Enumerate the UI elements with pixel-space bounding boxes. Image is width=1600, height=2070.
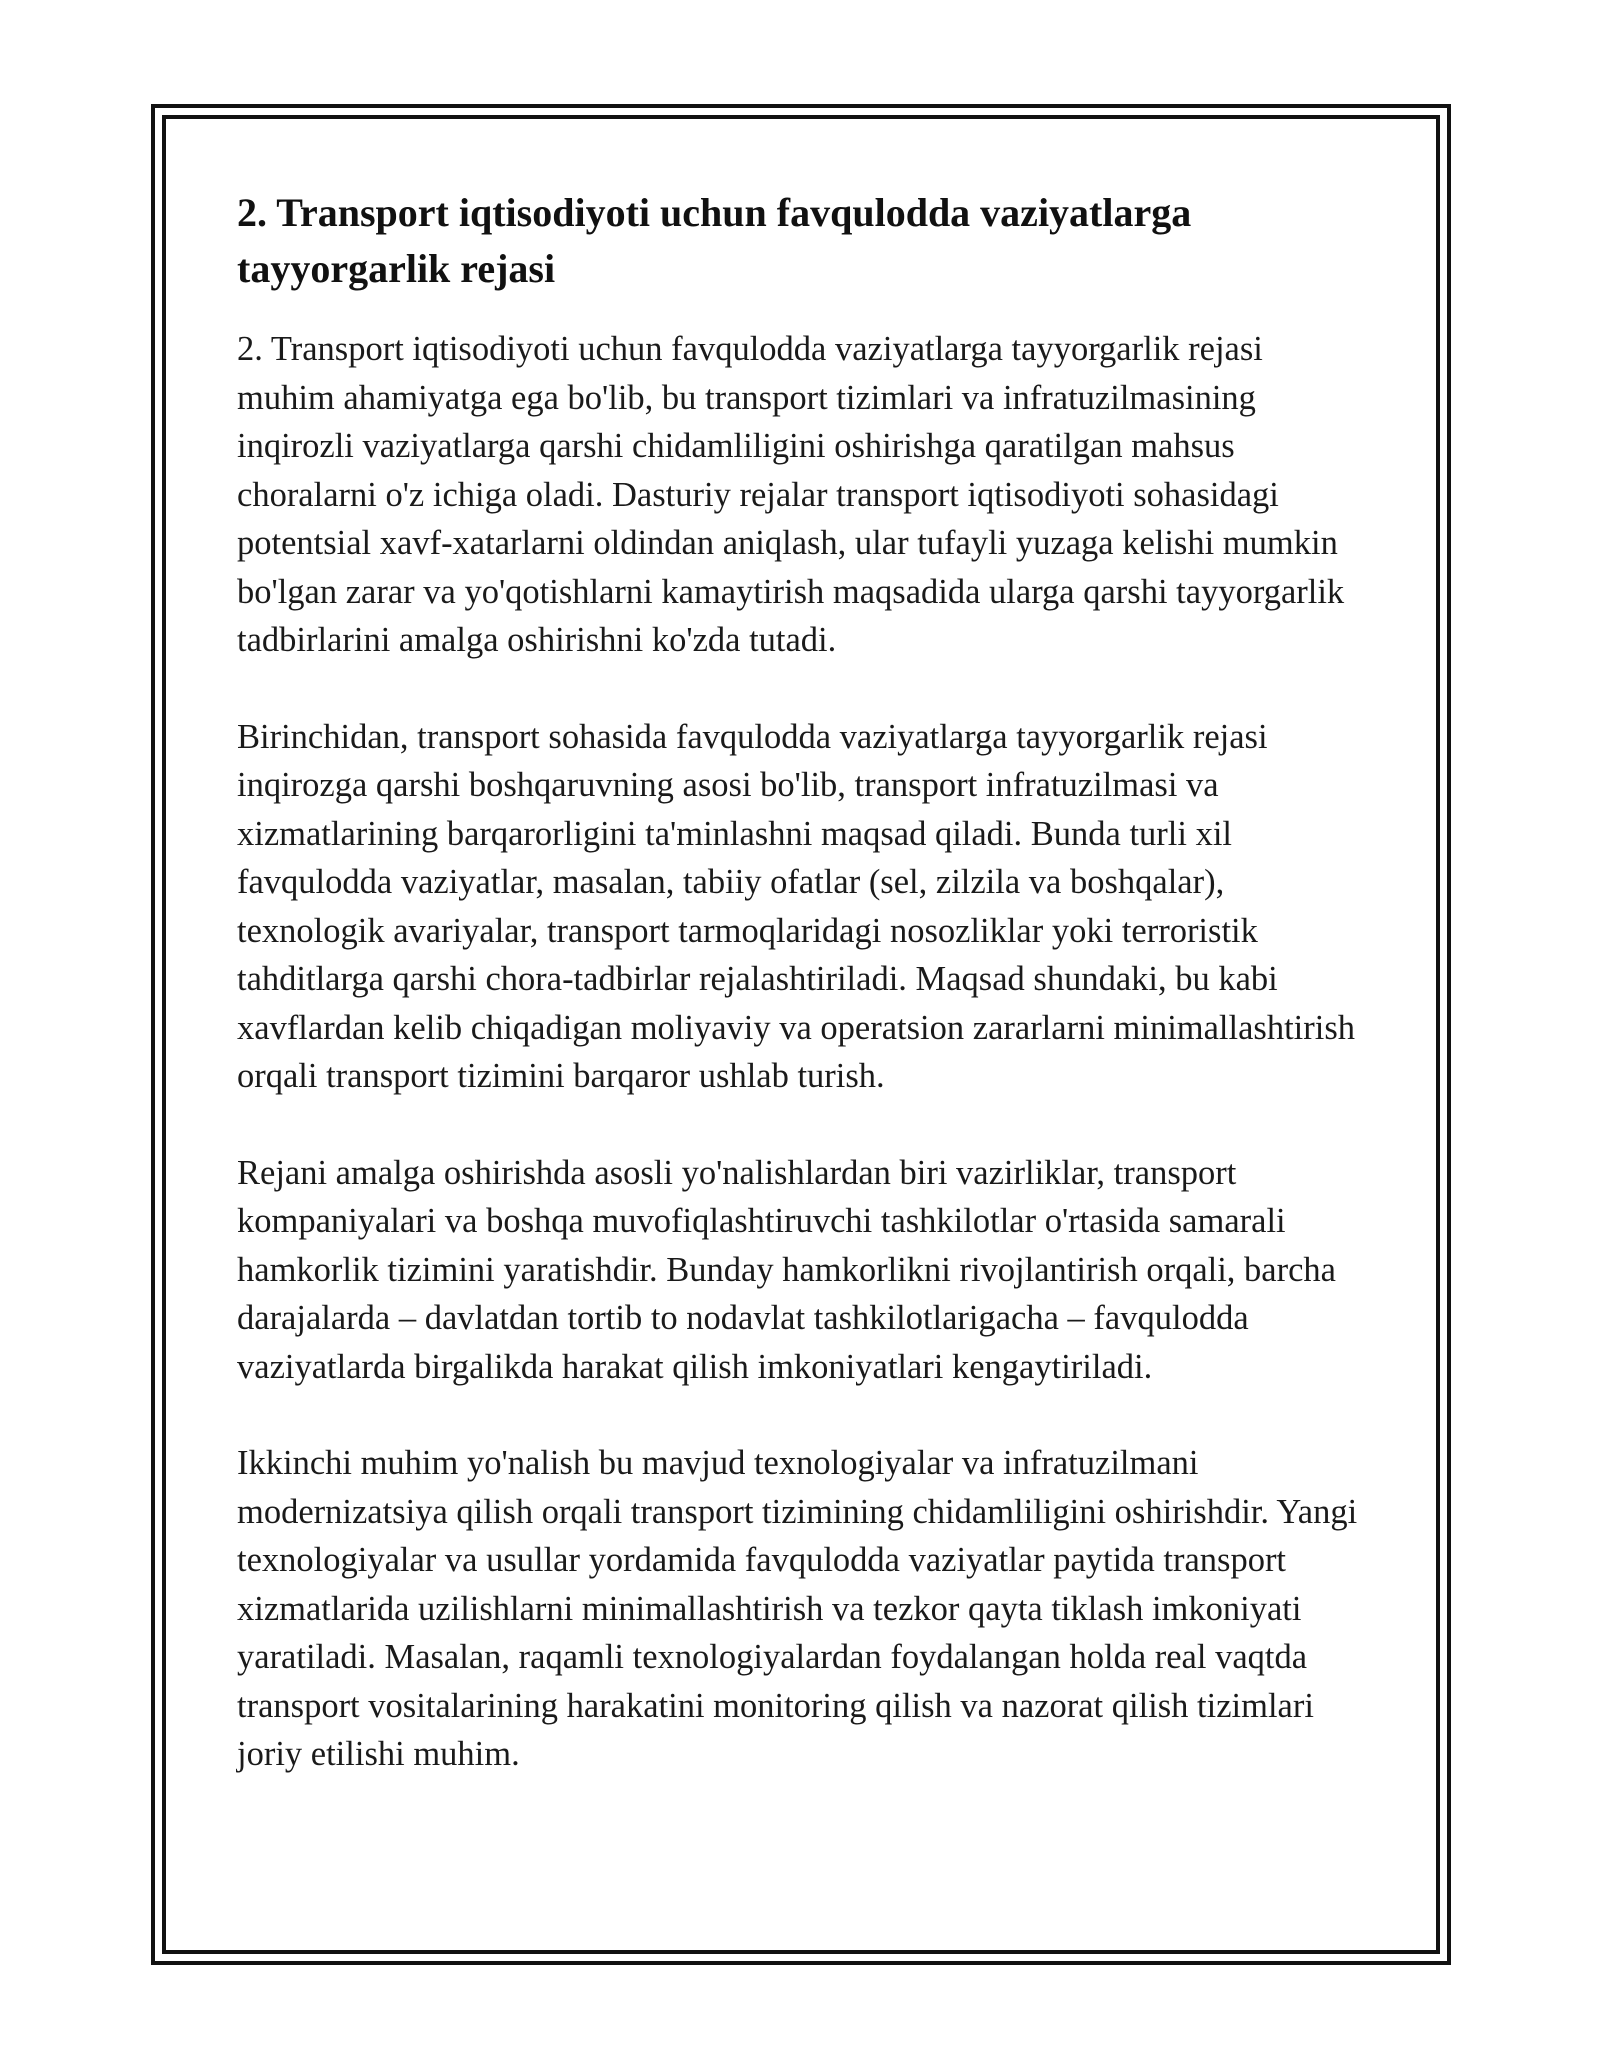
paragraph-cooperation: Rejani amalga oshirishda asosli yo'nalishlardan biri vazirliklar, transport kompaniyalari va boshqa muvofiqlashtiruvchi tashkilotlar o'rtasida samarali hamkorlik tizimini yaratishdir. Bunday hamkorlikni rivojlantirish orqali, barcha darajalarda – davlatdan tortib to nodavlat tashkilotlarigacha – favqulodda vaziyatlarda birgalikda harakat qilish imkoniyatlari kengaytiriladi. xyxy=(237,1153,1336,1386)
paragraph-first-point: Birinchidan, transport sohasida favqulodda vaziyatlarga tayyorgarlik rejasi inqirozga qarshi boshqaruvning asosi bo'lib, transport infratuzilmasi va xizmatlarining barqarorligini ta'minlashni maqsad qiladi. Bunda turli xil favqulodda vaziyatlar, masalan, tabiiy ofatlar (sel, zilzila va boshqalar), texnologik avariyalar, transport tarmoqlaridagi nosozliklar yoki terroristik tahditlarga qarshi chora-tadbirlar rejalashtiriladi. Maqsad shundaki, bu kabi xavflardan kelib chiqadigan moliyaviy va operatsion zararlarni minimallashtirish orqali transport tizimini barqaror ushlab turish. xyxy=(237,717,1356,1095)
document-body xyxy=(237,185,1367,1827)
paragraph-intro: 2. Transport iqtisodiyoti uchun favqulodda vaziyatlarga tayyorgarlik rejasi muhim ahamiyatga ega bo'lib, bu transport tizimlari va infratuzilmasining inqirozli vaziyatlarga qarshi chidamliligini oshirishga qaratilgan mahsus choralarni o'z ichiga oladi. Dasturiy rejalar transport iqtisodiyoti sohasidagi potentsial xavf-xatarlarni oldindan aniqlash, ular tufayli yuzaga kelishi mumkin bo'lgan zarar va yo'qotishlarni kamaytirish maqsadida ularga qarshi tayyorgarlik tadbirlarini amalga oshirishni ko'zda tutadi. xyxy=(237,330,1345,659)
paragraph-second-point: Ikkinchi muhim yo'nalish bu mavjud texnologiyalar va infratuzilmani modernizatsiya qilish orqali transport tizimining chidamliligini oshirishdir. Yangi texnologiyalar va usullar yordamida favqulodda vaziyatlar paytida transport xizmatlarida uzilishlarni minimallashtirish va tezkor qayta tiklash imkoniyati yaratiladi. Masalan, raqamli texnologiyalardan foydalangan holda real vaqtda transport vositalarining harakatini monitoring qilish va nazorat qilish tizimlari joriy etilishi muhim. xyxy=(237,1444,1358,1773)
section-heading: 2. Transport iqtisodiyoti uchun favqulodda vaziyatlarga tayyorgarlik rejasi xyxy=(237,190,1192,291)
